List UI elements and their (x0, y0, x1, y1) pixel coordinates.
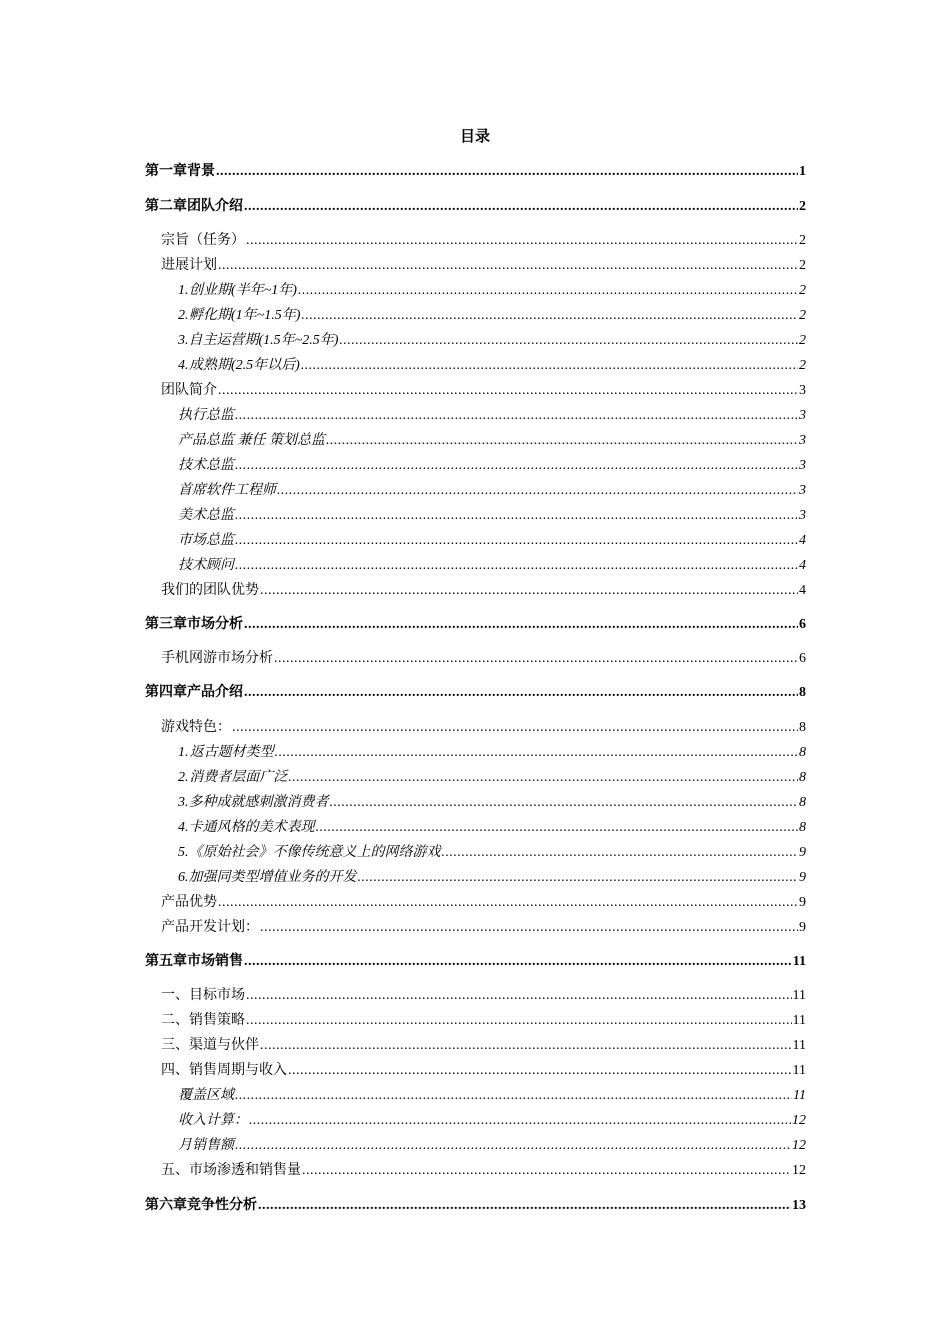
toc-entry-text: 自主运营期(1.5年~2.5年) (188, 333, 339, 348)
toc-section-entry[interactable] (145, 255, 806, 277)
toc-page-number: 6 (799, 617, 806, 632)
toc-entry-number: 二、 (161, 1013, 189, 1028)
toc-dot-leader (274, 648, 798, 670)
toc-entry-text: 产品总监 兼任 策划总监 (178, 433, 325, 448)
toc-entry-number: 第三章 (145, 617, 187, 632)
toc-entry-number: 1. (178, 745, 189, 760)
toc-page-number: 2 (799, 199, 806, 214)
toc-entry-text: 团队简介 (161, 383, 217, 398)
toc-entry-text: 背景 (187, 164, 215, 179)
toc-dot-leader (442, 842, 799, 864)
toc-page-number: 11 (793, 1088, 806, 1103)
toc-entry-number: 第一章 (145, 164, 187, 179)
toc-subsection-entry[interactable] (145, 405, 806, 427)
toc-entry-text: 月销售额 (178, 1138, 234, 1153)
toc-entry-number: 4. (178, 358, 189, 373)
toc-entry-text: 技术顾问 (178, 558, 234, 573)
toc-entry-text: 市场渗透和销售量 (189, 1163, 301, 1178)
toc-dot-leader (275, 742, 798, 764)
toc-dot-leader (326, 430, 798, 452)
toc-page-number: 6 (799, 651, 806, 666)
toc-entry-text: 宗旨（任务） (161, 233, 245, 248)
toc-dot-leader (235, 1135, 791, 1157)
toc-chapter-entry[interactable] (145, 1195, 806, 1217)
toc-dot-leader (277, 480, 798, 502)
toc-subsection-entry[interactable] (145, 1135, 806, 1157)
toc-page-number: 11 (792, 1038, 806, 1053)
toc-page-number: 4 (799, 583, 806, 598)
toc-dot-leader (235, 530, 798, 552)
toc-section-entry[interactable] (145, 917, 806, 939)
toc-dot-leader (288, 1060, 792, 1082)
toc-subsection-entry[interactable] (145, 305, 806, 327)
toc-page-number: 9 (799, 895, 806, 910)
toc-page-number: 8 (799, 795, 806, 810)
toc-entry-text: 进展计划 (161, 258, 217, 273)
toc-dot-leader (218, 380, 798, 402)
toc-entry-number: 2. (178, 770, 189, 785)
toc-page-number: 12 (792, 1138, 806, 1153)
toc-entry-number: 4. (178, 820, 189, 835)
toc-dot-leader (302, 1160, 791, 1182)
toc-section-entry[interactable] (145, 1160, 806, 1182)
toc-dot-leader (235, 1085, 792, 1107)
toc-page-number: 4 (799, 533, 806, 548)
toc-page-number: 2 (799, 233, 806, 248)
toc-page-number: 8 (799, 745, 806, 760)
toc-dot-leader (246, 230, 798, 252)
toc-entry-text: 卡通风格的美术表现 (188, 820, 315, 835)
toc-entry-number: 三、 (161, 1038, 189, 1053)
toc-dot-leader (244, 614, 798, 636)
toc-subsection-entry[interactable] (145, 817, 806, 839)
toc-page-number: 11 (792, 954, 806, 969)
toc-entry-text: 市场分析 (187, 617, 243, 632)
toc-subsection-entry[interactable] (145, 742, 806, 764)
toc-dot-leader (216, 161, 798, 183)
toc-subsection-entry[interactable] (145, 280, 806, 302)
toc-dot-leader (298, 280, 798, 302)
toc-page-number: 3 (799, 458, 806, 473)
toc-page-number: 3 (799, 433, 806, 448)
toc-subsection-entry[interactable] (145, 455, 806, 477)
toc-entry-text: 执行总监 (178, 408, 234, 423)
toc-dot-leader (260, 1035, 792, 1057)
toc-subsection-entry[interactable] (145, 330, 806, 352)
toc-chapter-entry[interactable] (145, 614, 806, 636)
toc-dot-leader (218, 892, 798, 914)
toc-entry-number: 2. (178, 308, 189, 323)
toc-section-entry[interactable] (145, 717, 806, 739)
toc-page-number: 11 (792, 1013, 806, 1028)
toc-entry-text: 手机网游市场分析 (161, 651, 273, 666)
toc-entry-number: 1. (178, 283, 189, 298)
toc-entry-text: 消费者层面广泛 (189, 770, 288, 785)
toc-entry-text: 产品介绍 (187, 685, 243, 700)
toc-section-entry[interactable] (145, 1035, 806, 1057)
toc-entry-text: 竞争性分析 (187, 1198, 257, 1213)
toc-page-number: 3 (799, 408, 806, 423)
toc-entry-text: 市场销售 (187, 954, 243, 969)
toc-entry-text: 首席软件工程师 (178, 483, 276, 498)
toc-page-number: 9 (799, 920, 806, 935)
toc-page-number: 12 (792, 1113, 806, 1128)
toc-dot-leader (235, 405, 798, 427)
toc-entry-text: 游戏特色： (161, 720, 231, 735)
toc-section-entry[interactable] (145, 1060, 806, 1082)
toc-dot-leader (244, 196, 798, 218)
toc-page-number: 11 (792, 988, 806, 1003)
toc-dot-leader (316, 817, 798, 839)
toc-page-number: 8 (799, 685, 806, 700)
toc-dot-leader (249, 1110, 791, 1132)
toc-section-entry[interactable] (145, 892, 806, 914)
toc-subsection-entry[interactable] (145, 767, 806, 789)
toc-dot-leader (358, 867, 799, 889)
toc-page-number: 2 (799, 308, 806, 323)
toc-entry-text: 返古题材类型 (189, 745, 274, 760)
toc-entry-text: 团队介绍 (187, 199, 243, 214)
toc-page-number: 3 (799, 508, 806, 523)
toc-dot-leader (301, 305, 798, 327)
toc-section-entry[interactable] (145, 1010, 806, 1032)
toc-dot-leader (260, 917, 798, 939)
toc-page-number: 8 (799, 770, 806, 785)
toc-subsection-entry[interactable] (145, 1085, 806, 1107)
toc-subsection-entry[interactable] (145, 355, 806, 377)
toc-dot-leader (330, 792, 799, 814)
toc-entry-text: 覆盖区域 (178, 1088, 234, 1103)
toc-chapter-entry[interactable] (145, 196, 806, 218)
toc-entry-number: 第六章 (145, 1198, 187, 1213)
toc-dot-leader (232, 717, 798, 739)
toc-page-number: 11 (792, 1063, 806, 1078)
toc-entry-text: 我们的团队优势 (161, 583, 259, 598)
toc-page-number: 9 (799, 845, 806, 860)
toc-entry-text: 产品优势 (161, 895, 217, 910)
toc-dot-leader (235, 455, 798, 477)
toc-entry-text: 销售周期与收入 (189, 1063, 287, 1078)
toc-subsection-entry[interactable] (145, 842, 806, 864)
toc-entry-text: 多种成就感刺激消费者 (188, 795, 329, 810)
toc-subsection-entry[interactable] (145, 555, 806, 577)
toc-page-number: 2 (799, 333, 806, 348)
toc-entry-text: 目标市场 (189, 988, 245, 1003)
toc-entry-text: 孵化期(1年~1.5年) (189, 308, 301, 323)
toc-entry-number: 3. (178, 795, 189, 810)
toc-subsection-entry[interactable] (145, 505, 806, 527)
toc-entry-text: 渠道与伙伴 (189, 1038, 259, 1053)
toc-entry-text: 销售策略 (189, 1013, 245, 1028)
toc-entry-text: 美术总监 (178, 508, 234, 523)
toc-entry-number: 第四章 (145, 685, 187, 700)
toc-page-number: 3 (799, 483, 806, 498)
toc-chapter-entry[interactable] (145, 682, 806, 704)
toc-page-number: 12 (792, 1163, 806, 1178)
toc-dot-leader (246, 985, 792, 1007)
toc-page-number: 8 (799, 820, 806, 835)
toc-page-number: 3 (799, 383, 806, 398)
toc-dot-leader (288, 767, 798, 789)
toc-page-number: 2 (799, 358, 806, 373)
toc-entry-number: 四、 (161, 1063, 189, 1078)
toc-dot-leader (235, 505, 798, 527)
toc-title: 目录 (459, 129, 490, 145)
toc-subsection-entry[interactable] (145, 1110, 806, 1132)
toc-entry-number: 一、 (161, 988, 189, 1003)
toc-entry-number: 第五章 (145, 954, 187, 969)
toc-chapter-entry[interactable] (145, 161, 806, 183)
toc-entry-number: 3. (178, 333, 189, 348)
toc-page-number: 2 (799, 258, 806, 273)
toc-dot-leader (244, 951, 792, 973)
toc-dot-leader (260, 580, 798, 602)
toc-entry-text: 技术总监 (178, 458, 234, 473)
toc-dot-leader (246, 1010, 792, 1032)
toc-entry-text: 加强同类型增值业务的开发 (188, 870, 357, 885)
toc-page-number: 8 (799, 720, 806, 735)
toc-section-entry[interactable] (145, 380, 806, 402)
toc-entry-number: 第二章 (145, 199, 187, 214)
toc-subsection-entry[interactable] (145, 430, 806, 452)
toc-dot-leader (339, 330, 798, 352)
toc-entry-text: 成熟期(2.5年以后) (189, 358, 300, 373)
toc-subsection-entry[interactable] (145, 480, 806, 502)
toc-subsection-entry[interactable] (145, 792, 806, 814)
toc-chapter-entry[interactable] (145, 951, 806, 973)
toc-page-number: 9 (799, 870, 806, 885)
toc-subsection-entry[interactable] (145, 530, 806, 552)
toc-dot-leader (218, 255, 798, 277)
toc-page-number: 1 (799, 164, 806, 179)
toc-entry-number: 五、 (161, 1163, 189, 1178)
toc-page-number: 4 (799, 558, 806, 573)
toc-entry-number: 5. (178, 845, 189, 860)
toc-page-number: 2 (799, 283, 806, 298)
toc-section-entry[interactable] (145, 648, 806, 670)
toc-section-entry[interactable] (145, 580, 806, 602)
toc-dot-leader (301, 355, 798, 377)
toc-dot-leader (235, 555, 798, 577)
toc-section-entry[interactable] (145, 985, 806, 1007)
toc-entry-text: 收入计算： (178, 1113, 248, 1128)
toc-entry-text: 市场总监 (178, 533, 234, 548)
toc-entry-text: 产品开发计划： (161, 920, 259, 935)
toc-subsection-entry[interactable] (145, 867, 806, 889)
toc-dot-leader (244, 682, 798, 704)
toc-entry-number: 6. (178, 870, 189, 885)
toc-page-number: 13 (792, 1198, 806, 1213)
toc-entry-text: 创业期(半年~1年) (189, 283, 297, 298)
toc-entry-text: 《原始社会》不像传统意义上的网络游戏 (188, 845, 441, 860)
toc-section-entry[interactable] (145, 230, 806, 252)
toc-dot-leader (258, 1195, 791, 1217)
